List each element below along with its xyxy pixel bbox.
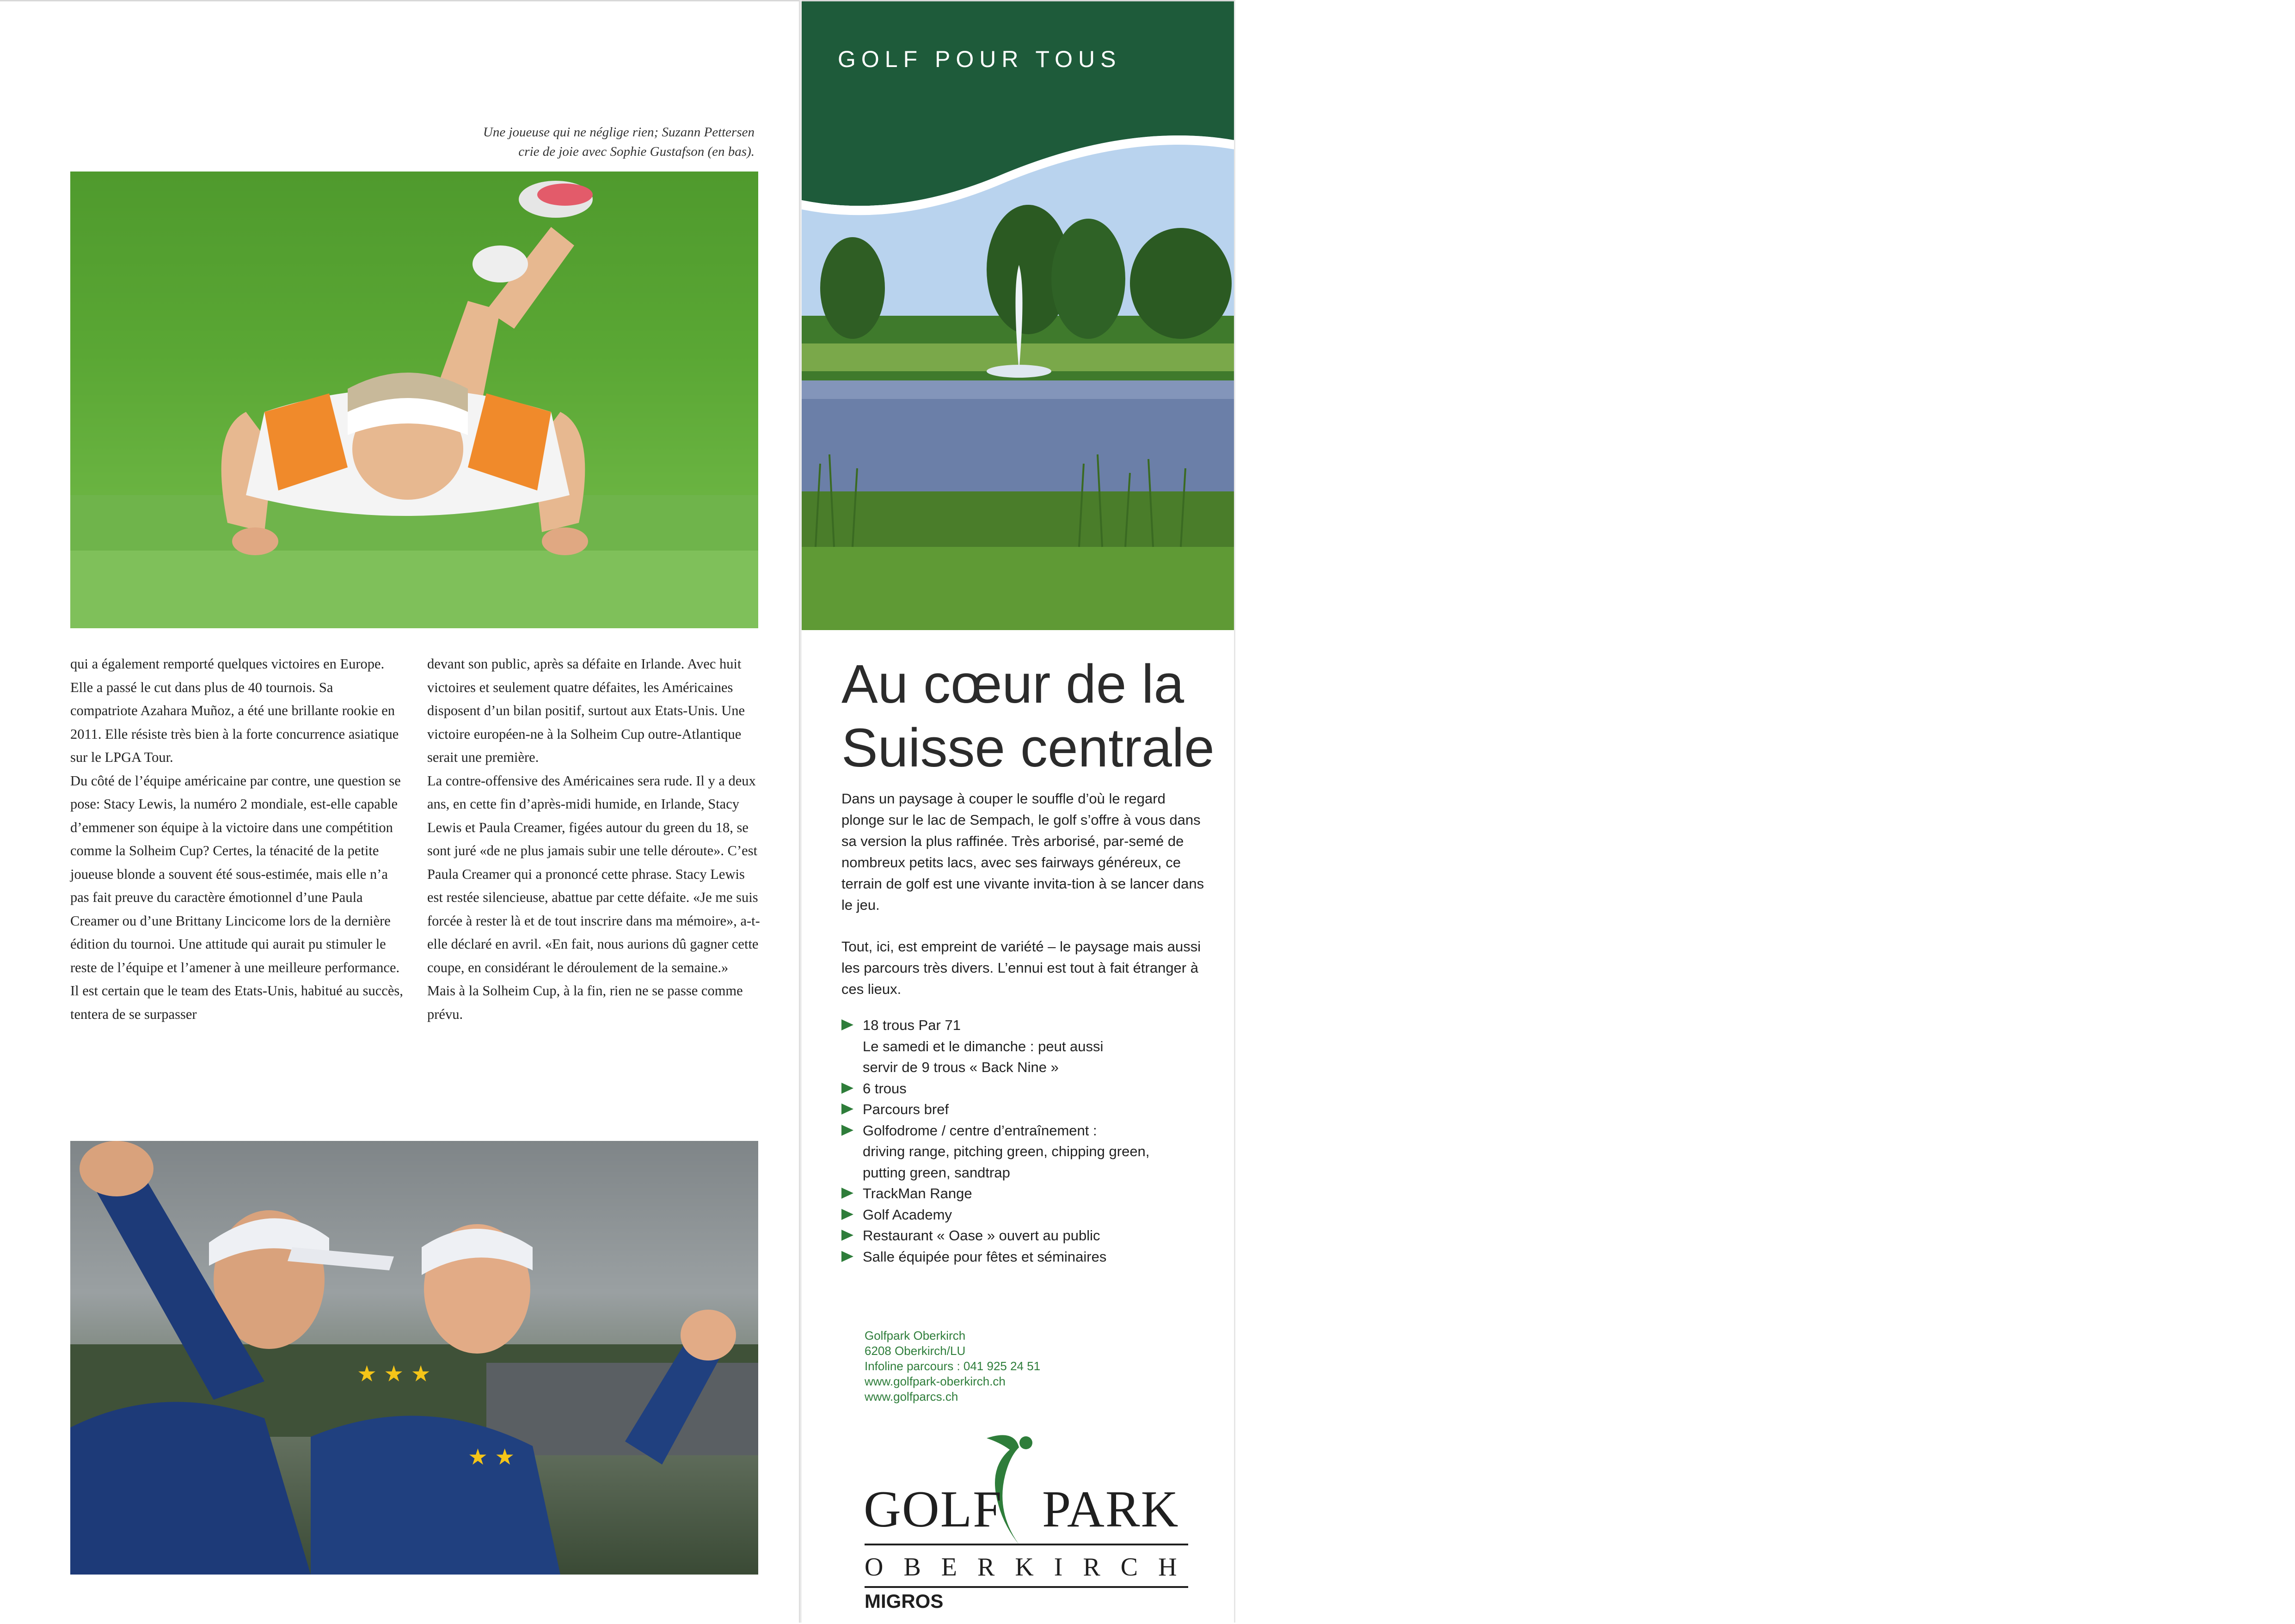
arrow-bullet-icon bbox=[841, 1019, 853, 1030]
players-celebrating-illustration bbox=[70, 1141, 758, 1575]
left-page bbox=[0, 0, 801, 1624]
golfer-lying-photo bbox=[70, 172, 758, 628]
feature-item: Golfodrome / centre d’entraînement : driving range, pitching green, chipping green, putting green, sandtrap bbox=[841, 1120, 1221, 1183]
arrow-bullet-icon bbox=[841, 1103, 853, 1115]
logo-oberkirch: OBERKIRCH bbox=[865, 1553, 1197, 1581]
feature-item: 6 trous bbox=[841, 1078, 1221, 1099]
contact-address: 6208 Oberkirch/LU bbox=[865, 1344, 966, 1358]
intro-paragraph: Dans un paysage à couper le souffle d’où le regard plonge sur le lac de Sempach, le golf s’offre à vous dans sa version la plus raffinée. Très arborisé, par-semé de nombreux petits lacs, avec ses fairways généreux, ce terrain de golf est une vivante invita-tion à se lancer dans le jeu. bbox=[841, 791, 1204, 913]
arrow-bullet-icon bbox=[841, 1230, 853, 1241]
contact-website-link[interactable]: www.golfpark-oberkirch.ch bbox=[865, 1374, 1006, 1388]
arrow-bullet-icon bbox=[841, 1125, 853, 1136]
logo-golf: GOLF bbox=[864, 1481, 1003, 1538]
arrow-bullet-icon bbox=[841, 1251, 853, 1262]
golfer-lying-illustration bbox=[70, 172, 758, 628]
photo-caption: Une joueuse qui ne néglige rien; Suzann Pettersen crie de joie avec Sophie Gustafson (en bas). bbox=[483, 125, 755, 159]
contact-phone: Infoline parcours : 041 925 24 51 bbox=[865, 1359, 1041, 1373]
feature-item: Salle équipée pour fêtes et séminaires bbox=[841, 1246, 1221, 1268]
feature-item: Restaurant « Oase » ouvert au public bbox=[841, 1225, 1221, 1246]
intro-paragraph: Tout, ici, est empreint de variété – le paysage mais aussi les parcours très divers. L’ennui est tout à fait étranger à ces lieux. bbox=[841, 938, 1201, 997]
feature-item: Golf Academy bbox=[841, 1204, 1221, 1226]
feature-list bbox=[841, 1015, 1221, 1267]
page-edge bbox=[1234, 0, 1235, 1623]
arrow-bullet-icon bbox=[841, 1083, 853, 1094]
svg-text:★ ★ ★: ★ ★ ★ bbox=[357, 1361, 431, 1387]
article-column-2 bbox=[427, 652, 760, 1026]
right-page bbox=[802, 0, 1234, 1624]
page-title: Au cœur de la Suisse centrale bbox=[841, 654, 1215, 778]
feature-item: Parcours bref bbox=[841, 1099, 1221, 1120]
contact-block bbox=[865, 1328, 1142, 1404]
players-celebrating-photo bbox=[70, 1141, 758, 1575]
article-paragraph: La contre-offensive des Américaines sera rude. Il y a deux ans, en cette fin d’après-midi humide, en Irlande, Stacy Lewis et Paula Creamer, figées autour du green du 18, se sont juré «de ne plus jamais subir une telle déroute». C’est Paula Creamer qui a prononcé cette phrase. Stacy Lewis est restée silencieuse, abattue par cette défaite. «Je me suis forcée à rester là et de tout inscrire dans ma mémoire», a-t-elle déclaré en avril. «En fait, nous aurions dû gagner cette coupe, en considérant le déroulement de la semaine.» bbox=[427, 772, 760, 975]
article-paragraph: devant son public, après sa défaite en Irlande. Avec huit victoires et seulement quatre défaites, les Américaines disposent d’un bilan positif, surtout aux Etats-Unis. Une victoire européen-ne à la Solheim Cup outre-Atlantique serait une première. bbox=[427, 656, 745, 765]
article-paragraph: Mais à la Solheim Cup, à la fin, rien ne se passe comme prévu. bbox=[427, 983, 743, 1022]
article-column-1 bbox=[70, 652, 403, 1026]
header-title: GOLF POUR TOUS bbox=[838, 46, 1122, 72]
contact-website-link[interactable]: www.golfparcs.ch bbox=[865, 1390, 958, 1403]
article-paragraph: Il est certain que le team des Etats-Unis, habitué au succès, tentera de se surpasser bbox=[70, 983, 403, 1022]
logo-park: PARK bbox=[1042, 1481, 1179, 1538]
article-paragraph: qui a également remporté quelques victoires en Europe. Elle a passé le cut dans plus de 40 tournois. Sa compatriote Azahara Muñoz, a été une brillante rookie en 2011. Elle résiste très bien à la forte concurrence asiatique sur le LPGA Tour. bbox=[70, 656, 399, 765]
feature-item: TrackMan Range bbox=[841, 1183, 1221, 1204]
arrow-bullet-icon bbox=[841, 1209, 853, 1220]
arrow-bullet-icon bbox=[841, 1188, 853, 1199]
feature-item: 18 trous Par 71 Le samedi et le dimanche : peut aussi servir de 9 trous « Back Nine » bbox=[841, 1015, 1221, 1078]
contact-name: Golfpark Oberkirch bbox=[865, 1329, 966, 1342]
logo-divider bbox=[865, 1544, 1188, 1545]
svg-text:★ ★: ★ ★ bbox=[468, 1444, 515, 1470]
lake-fountain-photo bbox=[802, 85, 1234, 630]
logo-divider bbox=[865, 1586, 1188, 1588]
article-paragraph: Du côté de l’équipe américaine par contre, une question se pose: Stacy Lewis, la numéro 2 mondiale, est-elle capable d’emmener son équipe à la victoire dans une compétition comme la Solheim Cup? Certes, la ténacité de la petite joueuse blonde a souvent été sous-estimée, mais elle n’a pas fait preuve du caractère émotionnel d’une Paula Creamer ou d’une Brittany Lincicome lors de la dernière édition du tournoi. Une attitude qui aurait pu stimuler le reste de l’équipe et l’amener à une meilleure performance. bbox=[70, 772, 401, 975]
logo-migros: MIGROS bbox=[865, 1590, 944, 1612]
